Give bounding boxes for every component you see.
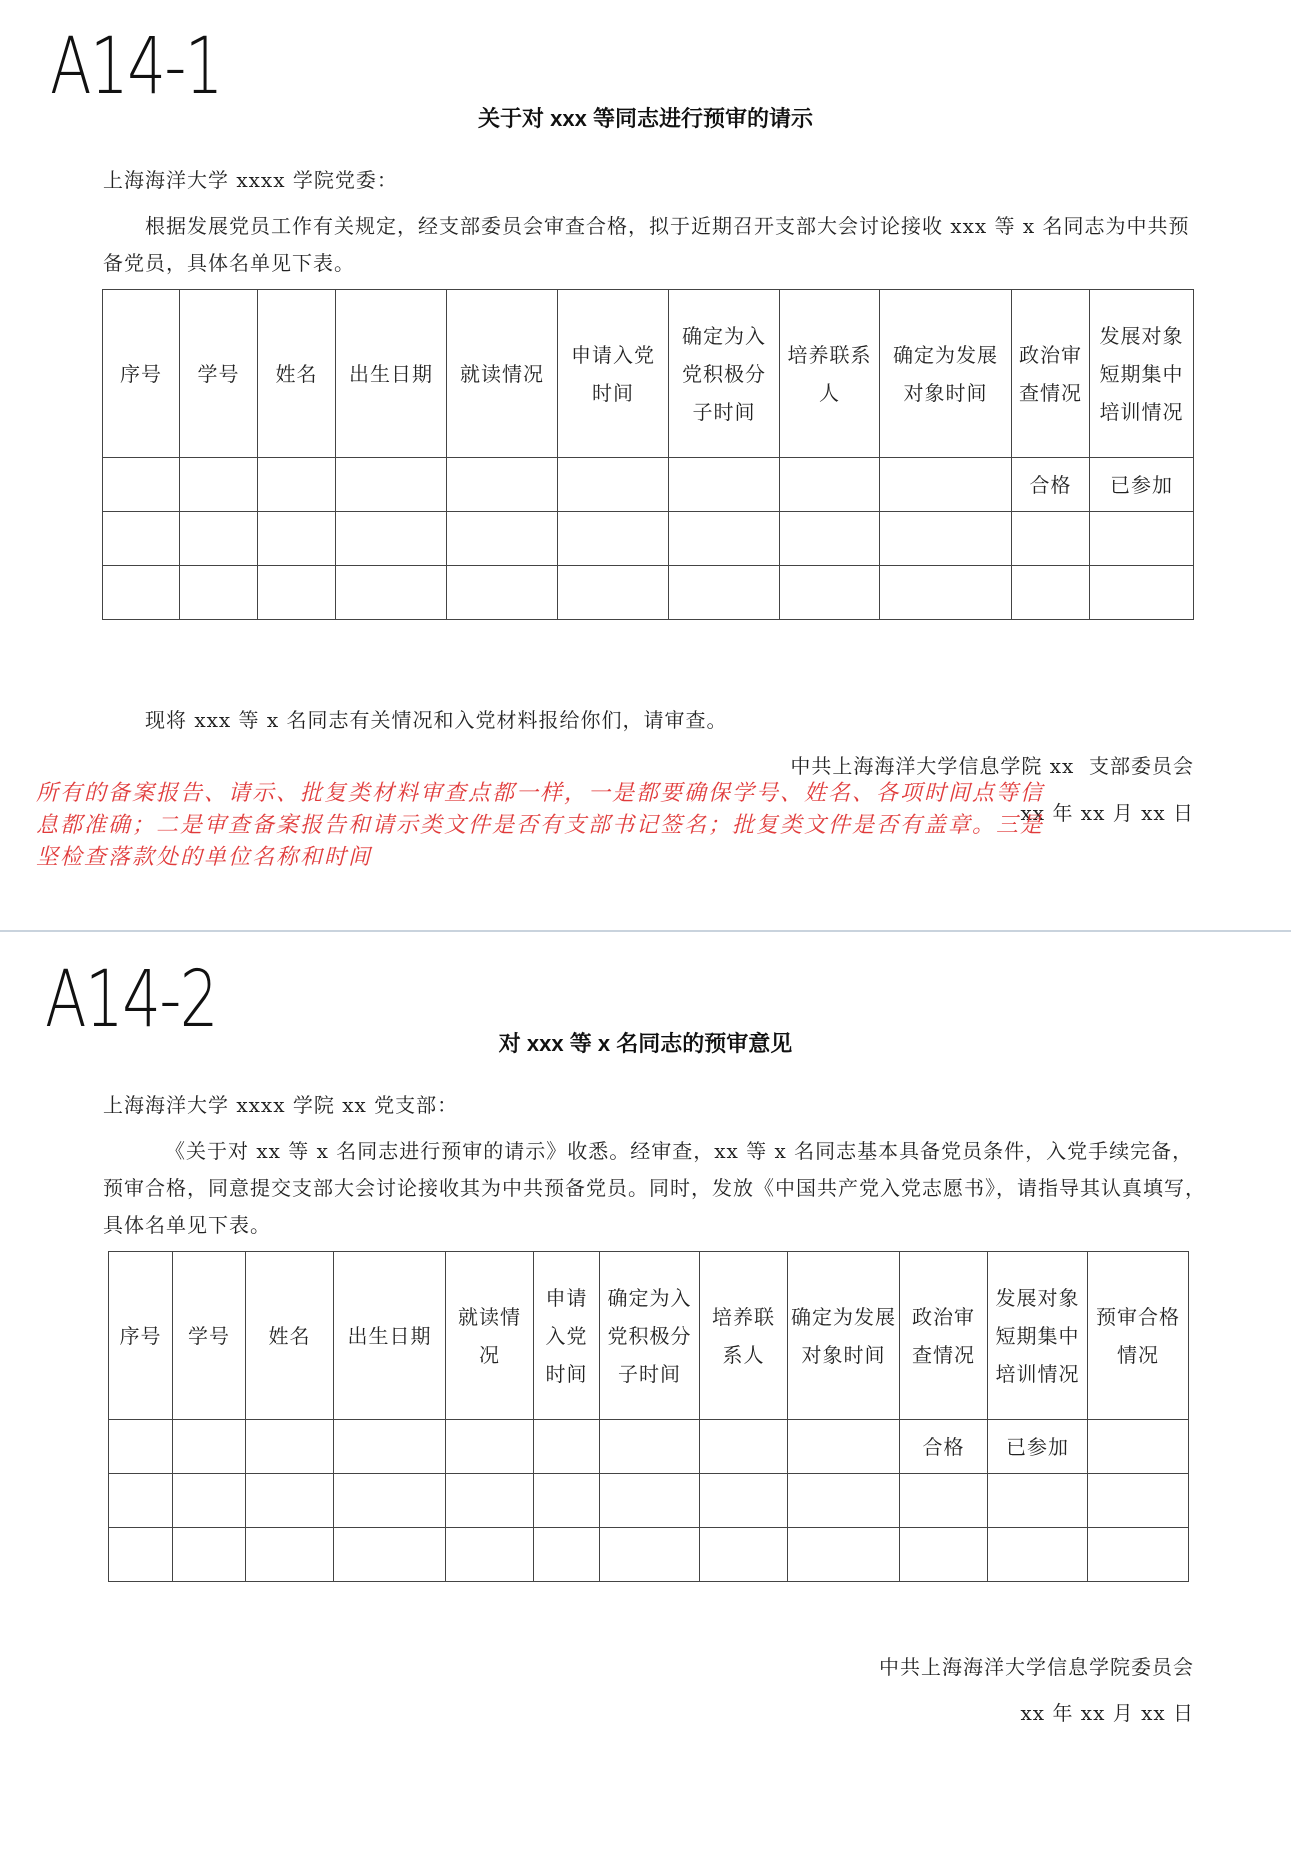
table-cell (446, 1420, 534, 1474)
table-row (109, 1528, 1189, 1582)
table-cell (900, 1474, 988, 1528)
table-cell (600, 1528, 700, 1582)
table-cell (258, 458, 336, 512)
table-cell (447, 566, 558, 620)
table-cell (173, 1528, 246, 1582)
date: xx 年 xx 月 xx 日 (1020, 801, 1194, 825)
table-cell (900, 1528, 988, 1582)
table-row (109, 1420, 1189, 1474)
table-cell (1088, 1474, 1189, 1528)
table-cell (780, 566, 880, 620)
handwritten-annotation: 所有的备案报告、请示、批复类材料审查点都一样，一是都要确保学号、姓名、各项时间点等信息都准确；二是审查备案报告和请示类文件是否有支部书记签名；批复类文件是否有盖章。三是坚检查落款处的单位名称和时间 (36, 781, 1045, 870)
table-header-cell: 就读情况 (446, 1252, 534, 1420)
table-header-cell: 预审合格情况 (1088, 1252, 1189, 1420)
document-page-2 (0, 933, 1291, 1863)
table-header-cell: 发展对象短期集中培训情况 (1090, 290, 1194, 458)
table-header-cell: 出生日期 (336, 290, 447, 458)
table-cell (1088, 1528, 1189, 1582)
table-cell (700, 1474, 788, 1528)
table-cell (180, 566, 258, 620)
table-cell (109, 1528, 173, 1582)
table-cell (788, 1420, 900, 1474)
table-header-cell: 申请入党时间 (534, 1252, 600, 1420)
table-cell (447, 512, 558, 566)
table-cell (246, 1528, 334, 1582)
document-title: 对 xxx 等 x 名同志的预审意见 (498, 1031, 793, 1056)
table-cell (1088, 1420, 1189, 1474)
table-cell: 已参加 (988, 1420, 1088, 1474)
table-header-cell: 确定为发展对象时间 (788, 1252, 900, 1420)
table-cell (558, 512, 669, 566)
table-cell (600, 1420, 700, 1474)
table-header-cell: 就读情况 (447, 290, 558, 458)
candidate-table (102, 289, 1194, 620)
intro-paragraph: 根据发展党员工作有关规定，经支部委员会审查合格，拟于近期召开支部大会讨论接收 xxx 等 x 名同志为中共预备党员，具体名单见下表。 (103, 214, 1190, 275)
table-header-cell: 发展对象短期集中培训情况 (988, 1252, 1088, 1420)
table-cell (558, 458, 669, 512)
document-title: 关于对 xxx 等同志进行预审的请示 (478, 106, 813, 131)
table-cell (988, 1474, 1088, 1528)
signature: 中共上海海洋大学信息学院委员会 (879, 1655, 1194, 1679)
table-header-cell: 姓名 (246, 1252, 334, 1420)
table-cell (780, 458, 880, 512)
table-header-cell: 出生日期 (334, 1252, 446, 1420)
table-cell (258, 512, 336, 566)
addressee: 上海海洋大学 xxxx 学院党委： (103, 168, 398, 192)
table-header-cell: 学号 (180, 290, 258, 458)
table-cell (103, 566, 180, 620)
table-cell (880, 566, 1012, 620)
table-cell (103, 458, 180, 512)
page-tag: A14-2 (45, 955, 217, 1045)
table-cell (446, 1528, 534, 1582)
table-header-cell: 培养联系人 (700, 1252, 788, 1420)
table-header-cell: 学号 (173, 1252, 246, 1420)
table-cell (880, 458, 1012, 512)
table-cell (109, 1474, 173, 1528)
table-cell (1012, 566, 1090, 620)
table-cell (447, 458, 558, 512)
table-cell: 合格 (900, 1420, 988, 1474)
candidate-table (108, 1251, 1189, 1582)
addressee: 上海海洋大学 xxxx 学院 xx 党支部： (103, 1093, 459, 1117)
table-header-cell: 申请入党时间 (558, 290, 669, 458)
date: xx 年 xx 月 xx 日 (1020, 1701, 1194, 1725)
table-cell (334, 1474, 446, 1528)
table-cell (788, 1474, 900, 1528)
table-cell (700, 1420, 788, 1474)
table-row (103, 458, 1194, 512)
table-header-cell: 政治审查情况 (1012, 290, 1090, 458)
table-cell (109, 1420, 173, 1474)
table-cell (173, 1420, 246, 1474)
table-cell (880, 512, 1012, 566)
table-cell (336, 566, 447, 620)
table-header-cell: 政治审查情况 (900, 1252, 988, 1420)
table-cell (173, 1474, 246, 1528)
table-cell (1090, 566, 1194, 620)
table-cell (334, 1528, 446, 1582)
page-separator (0, 930, 1291, 932)
table-cell (600, 1474, 700, 1528)
table-cell (1012, 512, 1090, 566)
table-cell (558, 566, 669, 620)
table-header-cell: 序号 (109, 1252, 173, 1420)
table-header-cell: 确定为发展对象时间 (880, 290, 1012, 458)
table-header-cell: 姓名 (258, 290, 336, 458)
table-header-row (109, 1252, 1189, 1420)
table-cell: 已参加 (1090, 458, 1194, 512)
table-cell (669, 512, 780, 566)
table-cell (700, 1528, 788, 1582)
table-cell (669, 566, 780, 620)
table-cell (988, 1528, 1088, 1582)
table-cell (788, 1528, 900, 1582)
table-cell: 合格 (1012, 458, 1090, 512)
table-cell (669, 458, 780, 512)
table-cell (446, 1474, 534, 1528)
table-header-cell: 培养联系人 (780, 290, 880, 458)
table-header-cell: 确定为入党积极分子时间 (669, 290, 780, 458)
table-row (109, 1474, 1189, 1528)
table-cell (334, 1420, 446, 1474)
table-cell (534, 1528, 600, 1582)
closing-paragraph: 现将 xxx 等 x 名同志有关情况和入党材料报给你们，请审查。 (145, 708, 728, 732)
intro-paragraph: 《关于对 xx 等 x 名同志进行预审的请示》收悉。经审查，xx 等 x 名同志基本具备党员条件，入党手续完备，预审合格，同意提交支部大会讨论接收其为中共预备党员。同时，发放《中国共产党入党志愿书》，请指导其认真填写，具体名单见下表。 (103, 1139, 1206, 1237)
table-cell (534, 1420, 600, 1474)
signature: 中共上海海洋大学信息学院 xx 支部委员会 (790, 754, 1194, 778)
table-header-row (103, 290, 1194, 458)
table-header-cell: 序号 (103, 290, 180, 458)
table-cell (534, 1474, 600, 1528)
table-cell (246, 1420, 334, 1474)
table-cell (180, 512, 258, 566)
table-cell (246, 1474, 334, 1528)
table-cell (336, 458, 447, 512)
table-header-cell: 确定为入党积极分子时间 (600, 1252, 700, 1420)
document-page-1 (0, 0, 1291, 930)
table-cell (780, 512, 880, 566)
table-cell (103, 512, 180, 566)
page-tag: A14-1 (50, 22, 222, 112)
table-cell (180, 458, 258, 512)
table-row (103, 512, 1194, 566)
table-cell (258, 566, 336, 620)
table-row (103, 566, 1194, 620)
table-cell (336, 512, 447, 566)
table-cell (1090, 512, 1194, 566)
